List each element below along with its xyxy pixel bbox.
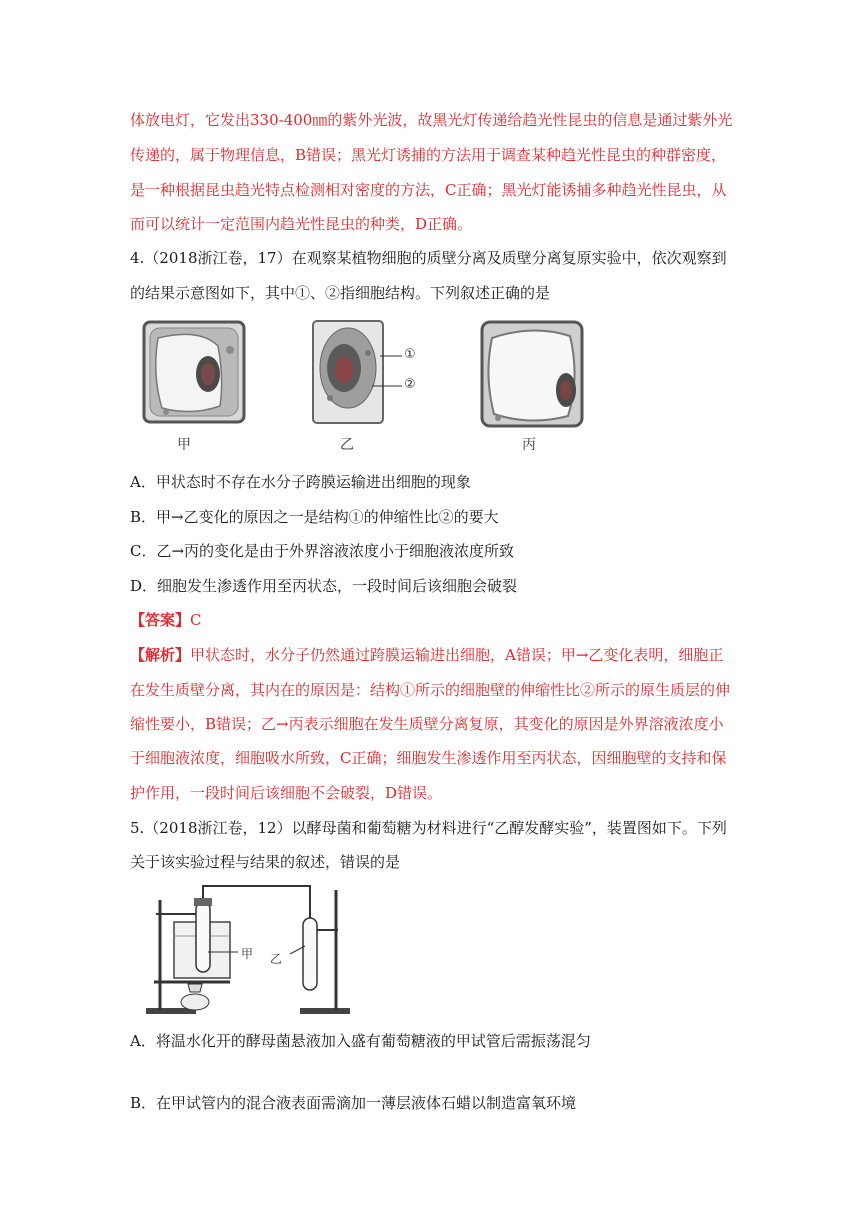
explanation-tag: 【解析】 (130, 646, 191, 664)
q3-explanation-line-1: 体放电灯，它发出330-400㎚的紫外光波，故黑光灯传递给趋光性昆虫的信息是通过紫外光 (130, 111, 733, 129)
q5-stem-line-2: 关于该实验过程与结果的叙述，错误的是 (130, 853, 401, 871)
cell-figure-jia (140, 320, 250, 430)
q4-explanation-line-5: 护作用，一段时间后该细胞不会破裂，D错误。 (130, 784, 443, 802)
cell-label-yi: 乙 (340, 437, 354, 453)
apparatus-label-yi: 乙 (270, 952, 283, 966)
cell-figure-yi (310, 318, 455, 433)
cell-bing-drawing (478, 318, 588, 433)
marker-1: ① (404, 347, 416, 362)
q5-stem-line-1: 5.（2018浙江卷，12）以酵母菌和葡萄糖为材料进行“乙醇发酵实验”，装置图如下。下列 (130, 819, 727, 837)
q4-stem-line-2: 的结果示意图如下，其中①、②指细胞结构。下列叙述正确的是 (130, 284, 551, 302)
q3-explanation-line-2: 传递的，属于物理信息，B错误；黑光灯诱捕的方法用于调查某种趋光性昆虫的种群密度， (130, 146, 727, 164)
q4-option-b: B．甲→乙变化的原因之一是结构①的伸缩性比②的要大 (130, 508, 499, 526)
cell-figure-bing (478, 318, 588, 433)
q4-answer (130, 610, 730, 630)
q4-option-d: D．细胞发生渗透作用至丙状态，一段时间后该细胞会破裂 (130, 577, 518, 595)
cell-yi-drawing (310, 318, 455, 433)
q4-explanation-line-4: 于细胞液浓度，细胞吸水所致，C正确；细胞发生渗透作用至丙状态，因细胞壁的支持和保 (130, 749, 727, 767)
q4-explanation-line-3: 缩性要小，B错误；乙→丙表示细胞在发生质壁分离复原，其变化的原因是外界溶液浓度小 (130, 715, 724, 733)
cell-label-jia: 甲 (177, 437, 191, 453)
q4-explanation-line-2: 在发生质壁分离，其内在的原因是：结构①所示的细胞壁的伸缩性比②所示的原生质层的伸 (130, 681, 731, 699)
q3-explanation-line-3: 是一种根据昆虫趋光特点检测相对密度的方法，C正确；黑光灯能诱捕多种趋光性昆虫，从 (130, 181, 727, 199)
marker-2: ② (404, 377, 416, 392)
q4-option-c: C．乙→丙的变化是由于外界溶液浓度小于细胞液浓度所致 (130, 542, 515, 560)
apparatus-drawing (140, 880, 380, 1020)
q4-stem-line-1: 4.（2018浙江卷，17）在观察某植物细胞的质壁分离及质壁分离复原实验中，依次观察到 (130, 249, 727, 267)
fermentation-apparatus-figure (140, 880, 380, 1020)
q3-explanation-line-4: 而可以统计一定范围内趋光性昆虫的种类，D正确。 (130, 215, 473, 233)
cell-label-bing: 丙 (522, 437, 536, 453)
q5-option-a: A．将温水化开的酵母菌悬液加入盛有葡萄糖液的甲试管后需振荡混匀 (130, 1032, 591, 1050)
apparatus-label-jia: 甲 (241, 947, 254, 961)
answer-tag: 【答案】 (130, 611, 191, 629)
answer-value: C (190, 611, 202, 629)
q4-explanation-line-1 (130, 645, 730, 665)
q5-option-b: B．在甲试管内的混合液表面需滴加一薄层液体石蜡以制造富氧环境 (130, 1094, 577, 1112)
explanation-text-1: 甲状态时，水分子仍然通过跨膜运输进出细胞，A错误；甲→乙变化表明，细胞正 (190, 646, 724, 664)
q4-option-a: A．甲状态时不存在水分子跨膜运输进出细胞的现象 (130, 473, 471, 491)
cell-jia-drawing (140, 320, 250, 430)
